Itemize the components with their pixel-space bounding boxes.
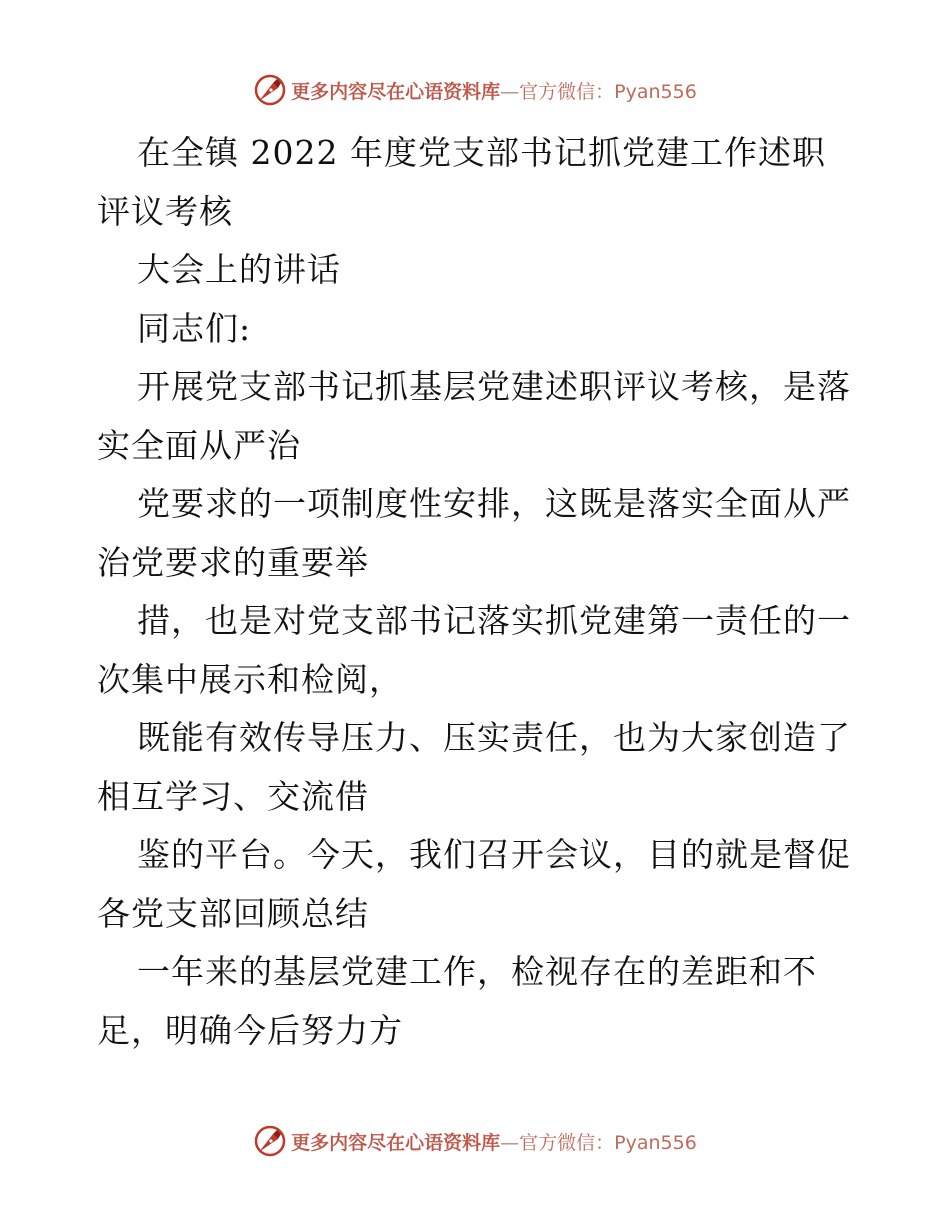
doc-paragraph: 既能有效传导压力、压实责任，也为大家创造了相互学习、交流借 <box>97 718 851 816</box>
doc-paragraph: 鉴的平台。今天，我们召开会议，目的就是督促各党支部回顾总结 <box>97 835 851 933</box>
document-body <box>97 124 857 1060</box>
banner-wechat: 官方微信：Pyan556 <box>519 1131 697 1154</box>
banner-separator: — <box>500 1131 520 1154</box>
footer-banner <box>0 1121 950 1161</box>
doc-paragraph: 措，也是对党支部书记落实抓党建第一责任的一次集中展示和检阅， <box>97 601 851 699</box>
doc-paragraph: 党要求的一项制度性安排，这既是落实全面从严治党要求的重要举 <box>97 484 851 582</box>
banner-separator: — <box>500 80 520 103</box>
pen-nib-logo-icon <box>253 1124 287 1158</box>
pen-nib-logo-icon <box>253 73 287 107</box>
banner-wechat: 官方微信：Pyan556 <box>519 80 697 103</box>
doc-title-line-1: 在全镇 2022 年度党支部书记抓党建工作述职评议考核 <box>97 133 826 231</box>
banner-text <box>291 77 697 104</box>
banner-brand: 更多内容尽在心语资料库 <box>291 1131 501 1154</box>
banner-brand: 更多内容尽在心语资料库 <box>291 80 501 103</box>
doc-paragraph: 一年来的基层党建工作，检视存在的差距和不足，明确今后努力方 <box>97 952 817 1050</box>
doc-salutation: 同志们: <box>137 308 252 348</box>
doc-title-line-2: 大会上的讲话 <box>137 250 341 289</box>
doc-paragraph: 开展党支部书记抓基层党建述职评议考核，是落实全面从严治 <box>97 367 851 465</box>
header-banner <box>0 70 950 110</box>
banner-text <box>291 1128 697 1155</box>
